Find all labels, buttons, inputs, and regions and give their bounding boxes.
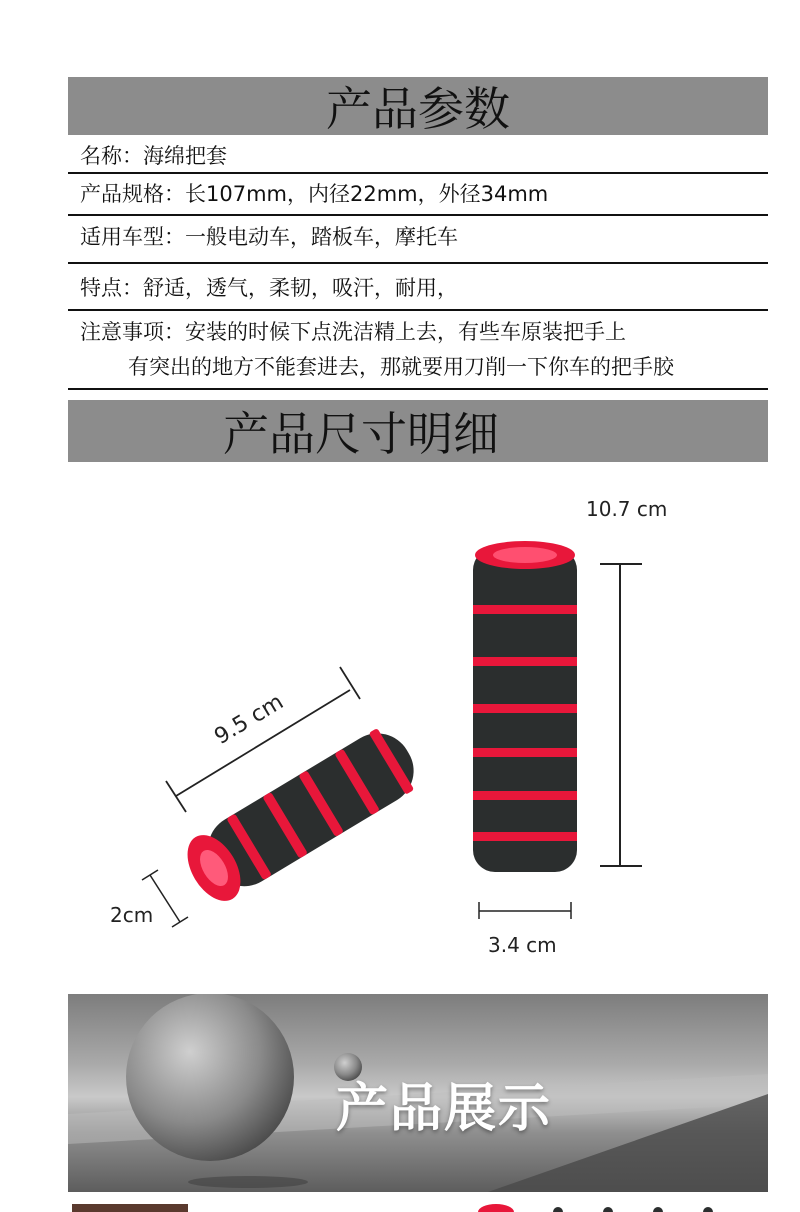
height-dimension-line <box>600 564 642 866</box>
divider <box>68 172 768 174</box>
dimensions-title: 产品尺寸明细 <box>223 407 499 461</box>
horizontal-grip-image <box>177 721 427 910</box>
spec-size: 产品规格：长107mm，内径22mm，外径34mm <box>80 182 549 206</box>
divider <box>68 388 768 390</box>
width-dimension-line <box>479 902 571 919</box>
params-banner <box>68 77 768 135</box>
divider <box>68 214 768 216</box>
spec-features: 特点：舒适，透气，柔韧，吸汗，耐用， <box>80 276 458 300</box>
params-title: 产品参数 <box>326 82 510 136</box>
divider <box>68 262 768 264</box>
showcase-title: 产品展示 <box>336 1079 553 1139</box>
dimensions-banner <box>68 400 768 462</box>
notes-line-2: 有突出的地方不能套进去，那就要用刀削一下你车的把手胶 <box>128 355 674 379</box>
divider <box>68 309 768 311</box>
showcase-banner <box>68 994 768 1192</box>
horizontal-length-label: 9.5 cm <box>210 689 288 750</box>
inner-diameter-label: 2cm <box>110 903 154 927</box>
vertical-grip-image <box>473 541 577 872</box>
vertical-length-label: 10.7 cm <box>586 497 668 521</box>
spec-vehicles: 适用车型：一般电动车，踏板车，摩托车 <box>80 225 458 249</box>
next-section-strip <box>68 1200 768 1212</box>
dimension-diagram <box>68 470 768 975</box>
spec-name: 名称：海绵把套 <box>80 144 227 168</box>
notes-line-1: 注意事项：安装的时候下点洗洁精上去，有些车原装把手上 <box>80 320 626 344</box>
outer-diameter-label: 3.4 cm <box>488 933 557 957</box>
